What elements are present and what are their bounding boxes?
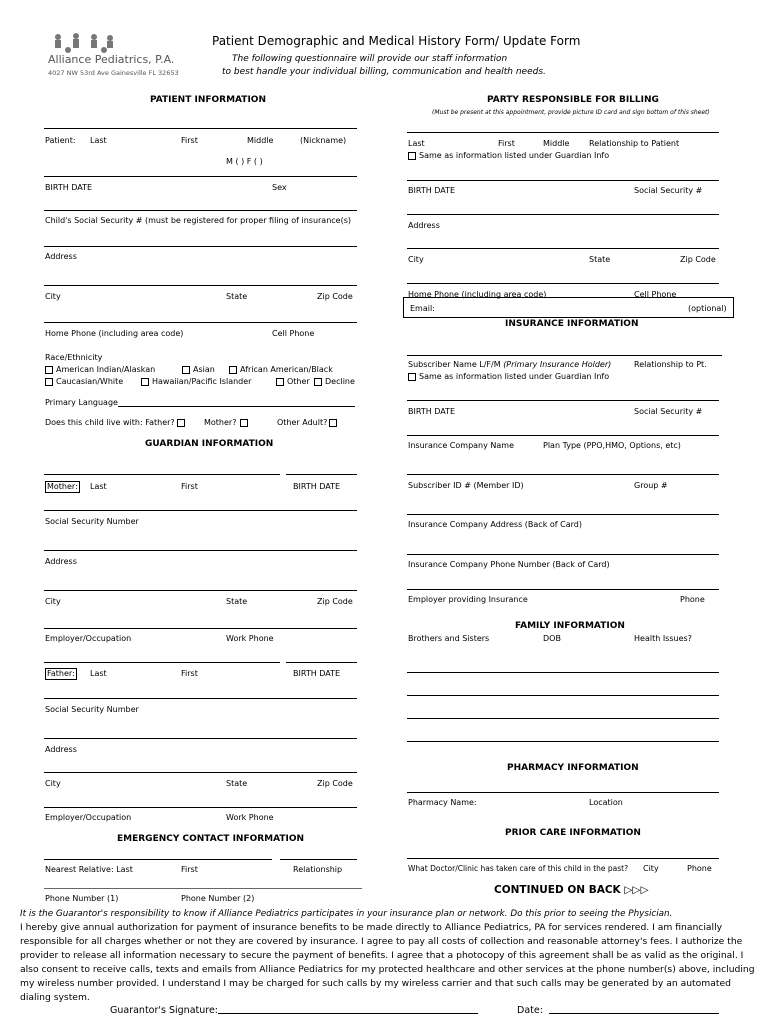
checkbox-icon[interactable] [177,419,185,427]
patient-address-label: Address [45,252,77,261]
mother-birth-date-label: BIRTH DATE [293,482,341,491]
insurance-heading: INSURANCE INFORMATION [505,319,639,329]
prior-care-line[interactable] [407,858,719,859]
father-birth-date-label: BIRTH DATE [293,669,341,678]
billing-phone-line[interactable] [407,283,719,284]
billing-last-label: Last [408,139,425,148]
patient-heading: PATIENT INFORMATION [150,95,266,105]
logo-address: 4027 NW 53rd Ave Gainesville FL 32653 [48,69,179,77]
mother-label: Mother: [47,482,78,491]
billing-ssn-label: Social Security # [634,186,703,195]
father-employer-line[interactable] [44,807,357,808]
employer-insurance-label: Employer providing Insurance [408,595,528,604]
date-line[interactable] [549,1013,719,1014]
insurance-same-as[interactable]: Same as information listed under Guardian Info [408,372,609,382]
patient-state-label: State [226,292,248,301]
city-line[interactable] [44,285,357,286]
race-option-caucasian[interactable]: Caucasian/White [45,377,123,387]
nearest-name-line[interactable] [44,859,272,860]
race-option-hawaiian[interactable]: Hawaiian/Pacific Islander [141,377,251,387]
plan-type-label: Plan Type (PPO,HMO, Options, etc) [543,441,681,450]
guarantor-note: It is the Guarantor's responsibility to know if Alliance Pediatrics participates in your insurance plan or network. Do this prior to seeing the Physician. [20,909,673,919]
insurance-company-label: Insurance Company Name [408,441,514,450]
father-ssn-label: Social Security Number [45,705,139,714]
checkbox-icon[interactable] [229,366,237,374]
patient-middle-label: Middle [247,136,274,145]
relationship-line[interactable] [280,859,357,860]
primary-language-line[interactable] [118,406,355,407]
address-line[interactable] [44,246,357,247]
family-line-1[interactable] [407,672,719,673]
billing-heading: PARTY RESPONSIBLE FOR BILLING [487,95,659,105]
pharmacy-name-label: Pharmacy Name: [408,798,477,807]
page-title: Patient Demographic and Medical History Form/ Update Form [212,34,581,48]
mother-address-label: Address [45,557,77,566]
patient-home-phone-label: Home Phone (including area code) [45,329,184,338]
mother-work-phone-label: Work Phone [226,634,274,643]
checkbox-icon[interactable] [329,419,337,427]
checkbox-icon[interactable] [314,378,322,386]
billing-same-as[interactable]: Same as information listed under Guardian Info [408,151,609,161]
insurance-company-line[interactable] [407,435,719,436]
father-zip-label: Zip Code [317,779,353,788]
mother-name-line[interactable] [44,474,280,475]
insurance-birth-date-label: BIRTH DATE [408,407,456,416]
family-line-3[interactable] [407,718,719,719]
prior-care-question: What Doctor/Clinic has taken care of this child in the past? [408,864,629,873]
company-address-line[interactable] [407,514,719,515]
mother-last-label: Last [90,482,107,491]
phone-numbers-line[interactable] [44,888,362,889]
family-line-2[interactable] [407,695,719,696]
subscriber-id-line[interactable] [407,474,719,475]
subscriber-name-label: Subscriber Name L/F/M (Primary Insurance Holder) [408,360,612,369]
insurance-dob-line[interactable] [407,400,719,401]
billing-middle-label: Middle [543,139,570,148]
lives-with-mother[interactable]: Mother? [204,418,251,428]
ssn-line[interactable] [44,210,357,211]
mother-city-line[interactable] [44,590,357,591]
patient-sex-label: Sex [272,183,287,192]
nearest-relative-label: Nearest Relative: Last [45,865,133,874]
patient-sex-choice[interactable]: M ( ) F ( ) [226,157,263,166]
patient-city-label: City [45,292,61,301]
race-option-decline[interactable]: Decline [314,377,355,387]
emergency-relationship-label: Relationship [293,865,343,874]
subtitle-1: The following questionnaire will provide our staff information [232,54,508,64]
emergency-first-label: First [181,865,198,874]
billing-city-line[interactable] [407,248,719,249]
email-optional-label: (optional) [688,304,727,313]
pharmacy-line[interactable] [407,792,719,793]
race-option-african-american[interactable]: African American/Black [229,365,333,375]
billing-address-label: Address [408,221,440,230]
mother-ssn-label: Social Security Number [45,517,139,526]
employer-phone-label: Phone [680,595,705,604]
father-label: Father: [47,669,75,678]
subscriber-id-label: Subscriber ID # (Member ID) [408,481,524,490]
employer-insurance-line[interactable] [407,589,719,590]
checkbox-icon[interactable] [240,419,248,427]
race-option-asian[interactable]: Asian [182,365,215,375]
mother-city-label: City [45,597,61,606]
mother-dob-line[interactable] [286,474,357,475]
patient-label: Patient: [45,136,76,145]
date-label: Date: [517,1005,543,1016]
company-address-label: Insurance Company Address (Back of Card) [408,520,582,529]
mother-first-label: First [181,482,198,491]
billing-cell-phone-label: Cell Phone [634,290,677,299]
race-option-american-indian[interactable]: American Indian/Alaskan [45,365,155,375]
patient-cell-phone-label: Cell Phone [272,329,315,338]
signature-label: Guarantor's Signature: [110,1005,219,1016]
mother-zip-label: Zip Code [317,597,353,606]
lives-with-other[interactable]: Other Adult? [277,418,340,428]
patient-name-line[interactable] [44,128,357,129]
checkbox-icon[interactable] [408,152,416,160]
billing-birth-date-label: BIRTH DATE [408,186,456,195]
race-label: Race/Ethnicity [45,353,103,362]
checkbox-icon[interactable] [45,378,53,386]
primary-language-label: Primary Language [45,398,118,407]
race-option-other[interactable]: Other [276,377,310,387]
patient-first-label: First [181,136,198,145]
father-last-label: Last [90,669,107,678]
logo [44,32,194,80]
father-state-label: State [226,779,248,788]
email-label: Email: [410,304,435,313]
mother-address-line[interactable] [44,550,357,551]
patient-nickname-label: (Nickname) [300,136,347,145]
children-logo-icon [46,32,126,54]
group-label: Group # [634,481,668,490]
billing-state-label: State [589,255,611,264]
billing-dob-line[interactable] [407,180,719,181]
patient-ssn-label: Child's Social Security # (must be registered for proper filing of insurance(s) [45,216,351,225]
father-address-label: Address [45,745,77,754]
billing-note: (Must be present at this appointment, provide picture ID card and sign bottom of this sheet) [432,109,710,116]
father-dob-line[interactable] [286,662,357,663]
phone-1-label: Phone Number (1) [45,894,119,903]
lives-with-father[interactable]: Does this child live with: Father? [45,418,188,428]
billing-relationship-label: Relationship to Patient [589,139,680,148]
billing-zip-label: Zip Code [680,255,716,264]
authorization-text: I hereby give annual authorization for payment of insurance benefits to be made directly to Alliance Pediatrics, PA for services rendered. I am financially responsible for all charges whether or not they are covered by insurance. I agree to pay all costs of collection and reasonable attorney's fees. I authorize the provider to release all information necessary to secure the payment of benefits. I agree that a photocopy of this agreement shall be as valid as the original. I also consent to receive calls, texts and emails from Alliance Pediatrics for my protected healthcare and other services at the phone number(s) above, including my wireless number provided. I understand I may be charged for such calls by my wireless carrier and that such calls may be generated by an automated dialing system. [20,922,755,1003]
patient-last-label: Last [90,136,107,145]
signature-line[interactable] [218,1013,478,1014]
father-first-label: First [181,669,198,678]
billing-address-line[interactable] [407,214,719,215]
father-city-label: City [45,779,61,788]
logo-name: Alliance Pediatrics, P.A. [48,53,175,66]
patient-birth-date-label: BIRTH DATE [45,183,93,192]
family-line-4[interactable] [407,741,719,742]
continued-on-back: CONTINUED ON BACK ▷▷▷ [494,884,649,896]
billing-name-line[interactable] [407,132,719,133]
billing-city-label: City [408,255,424,264]
family-heading: FAMILY INFORMATION [515,621,625,631]
phone-2-label: Phone Number (2) [181,894,255,903]
mother-employer-label: Employer/Occupation [45,634,132,643]
dob-label: DOB [543,634,561,643]
subscriber-line[interactable] [407,355,722,356]
birth-date-line[interactable] [44,176,357,177]
home-phone-line[interactable] [44,322,357,323]
subscriber-relationship-label: Relationship to Pt. [634,360,707,369]
father-work-phone-label: Work Phone [226,813,274,822]
patient-zip-label: Zip Code [317,292,353,301]
prior-care-phone-label: Phone [687,864,712,873]
company-phone-label: Insurance Company Phone Number (Back of Card) [408,560,610,569]
mother-state-label: State [226,597,248,606]
guardian-heading: GUARDIAN INFORMATION [145,439,274,449]
emergency-heading: EMERGENCY CONTACT INFORMATION [117,834,305,844]
father-employer-label: Employer/Occupation [45,813,132,822]
prior-care-heading: PRIOR CARE INFORMATION [505,828,641,838]
pharmacy-heading: PHARMACY INFORMATION [507,763,639,773]
father-city-line[interactable] [44,772,357,773]
checkbox-icon[interactable] [182,366,190,374]
father-name-line[interactable] [44,662,280,663]
checkbox-icon[interactable] [408,373,416,381]
billing-first-label: First [498,139,515,148]
mother-ssn-line[interactable] [44,510,357,511]
father-ssn-line[interactable] [44,698,357,699]
checkbox-icon[interactable] [45,366,53,374]
father-address-line[interactable] [44,738,357,739]
checkbox-icon[interactable] [141,378,149,386]
email-field[interactable] [403,297,734,318]
company-phone-line[interactable] [407,554,719,555]
mother-employer-line[interactable] [44,628,357,629]
insurance-ssn-label: Social Security # [634,407,703,416]
prior-care-city-label: City [643,864,659,873]
pharmacy-location-label: Location [589,798,623,807]
checkbox-icon[interactable] [276,378,284,386]
subtitle-2: to best handle your individual billing, communication and health needs. [222,67,546,77]
siblings-label: Brothers and Sisters [408,634,490,643]
health-issues-label: Health Issues? [634,634,692,643]
billing-home-phone-label: Home Phone (including area code) [408,290,547,299]
